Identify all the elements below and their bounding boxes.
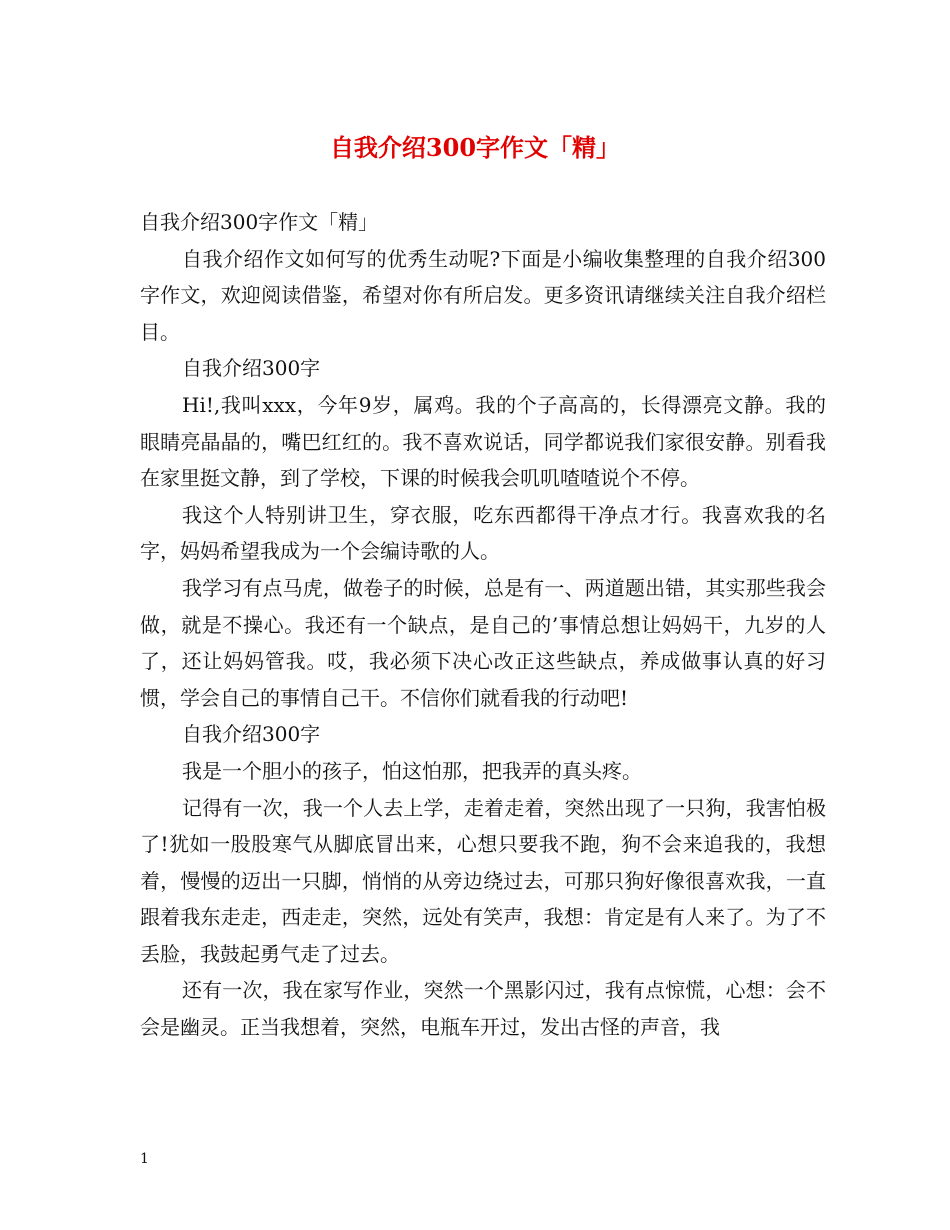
paragraph: Hi!,我叫xxx，今年9岁，属鸡。我的个子高高的，长得漂亮文静。我的眼睛亮晶晶的，嘴巴红红的。我不喜欢说话，同学都说我们家很安静。别看我在家里挺文静，到了学校，下课的时候我会叽叽喳喳说个不停。 [140,392,826,491]
document-title: 自我介绍300字作文「精」 [329,133,621,162]
document-body [140,204,826,1046]
section-heading-2: 自我介绍300字 [182,722,321,747]
paragraph-heading: 自我介绍300字作文「精」 [140,210,379,234]
paragraph: 还有一次，我在家写作业，突然一个黑影闪过，我有点惊慌，心想：会不会是幽灵。正当我想着，突然，电瓶车开过，发出古怪的声音，我 [140,978,826,1040]
section-heading-1: 自我介绍300字 [182,356,321,381]
paragraph: 记得有一次，我一个人去上学，走着走着，突然出现了一只狗，我害怕极了!犹如一股股寒气从脚底冒出来，心想只要我不跑，狗不会来追我的，我想着，慢慢的迈出一只脚，悄悄的从旁边绕过去，可那只狗好像很喜欢我，一直跟着我东走走，西走走，突然，远处有笑声，我想：肯定是有人来了。为了不丢脸，我鼓起勇气走了过去。 [140,795,826,966]
paragraph-intro: 自我介绍作文如何写的优秀生动呢?下面是小编收集整理的自我介绍300字作文，欢迎阅读借鉴，希望对你有所启发。更多资讯请继续关注自我介绍栏目。 [140,246,826,344]
paragraph: 我学习有点马虎，做卷子的时候，总是有一、两道题出错，其实那些我会做，就是不操心。我还有一个缺点，是自己的’事情总想让妈妈干，九岁的人了，还让妈妈管我。哎，我必须下决心改正这些缺点，养成做事认真的好习惯，学会自己的事情自己干。不信你们就看我的行动吧! [140,575,826,710]
page-number: 1 [140,1151,149,1167]
paragraph: 我这个人特别讲卫生，穿衣服，吃东西都得干净点才行。我喜欢我的名字，妈妈希望我成为一个会编诗歌的人。 [140,502,826,564]
paragraph: 我是一个胆小的孩子，怕这怕那，把我弄的真头疼。 [182,758,642,783]
